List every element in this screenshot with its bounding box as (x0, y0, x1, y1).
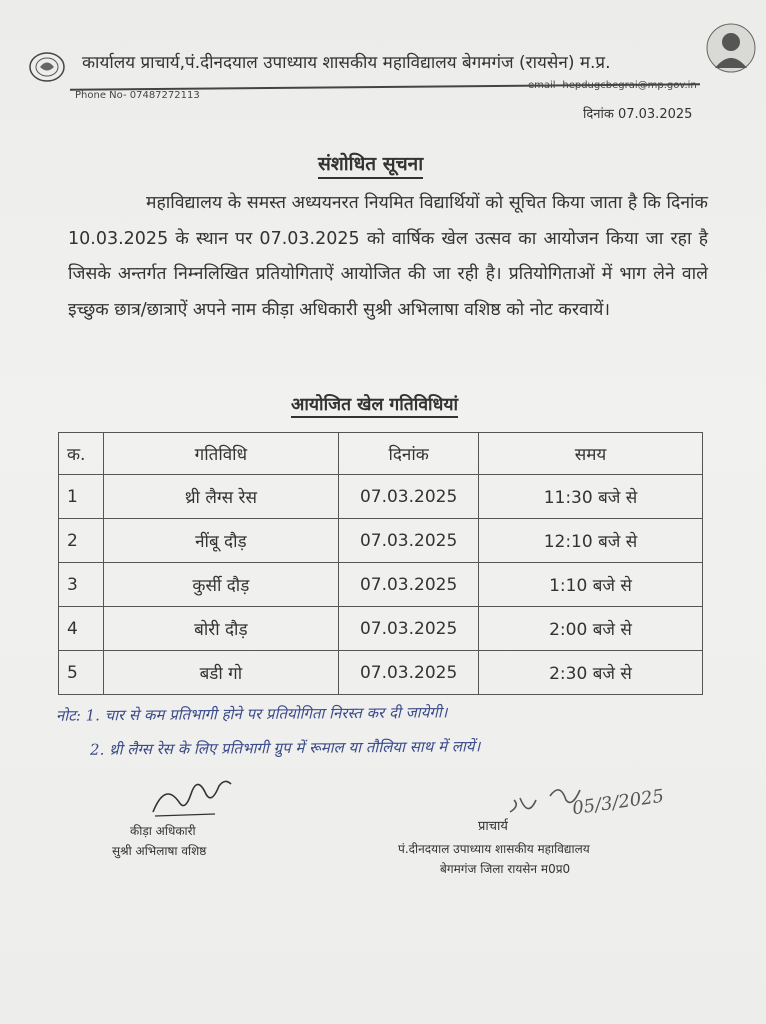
row-serial: 3 (59, 563, 104, 607)
row-activity: नींबू दौड़ (103, 519, 339, 563)
row-date: 07.03.2025 (339, 607, 479, 651)
founder-portrait-icon (705, 22, 757, 74)
notice-body (68, 186, 708, 328)
table-header-row (59, 433, 703, 475)
header-date: दिनांक (339, 433, 479, 475)
row-activity: बोरी दौड़ (103, 607, 339, 651)
handwritten-note-line2: 2. थ्री लैग्स रेस के लिए प्रतिभागी ग्रुप में रूमाल या तौलिया साथ में लायें। (89, 737, 481, 759)
row-time: 2:00 बजे से (479, 607, 703, 651)
header-time: समय (479, 433, 703, 475)
notice-title: संशोधित सूचना (318, 150, 423, 179)
principal-signature-date: 05/3/2025 (570, 785, 666, 820)
row-date: 07.03.2025 (339, 651, 479, 695)
table-row (59, 607, 703, 651)
table-row (59, 475, 703, 519)
college-emblem-icon (28, 50, 66, 84)
header-serial: क. (59, 433, 104, 475)
office-email: email- hepdugcbegrai@mp.gov.in (528, 80, 697, 91)
table-row (59, 651, 703, 695)
college-name-line1: पं.दीनदयाल उपाध्याय शासकीय महाविद्यालय (398, 842, 590, 856)
sports-officer-name: सुश्री अभिलाषा वशिष्ठ (112, 844, 207, 858)
events-section-title: आयोजित खेल गतिविधियां (291, 392, 458, 418)
row-serial: 1 (59, 475, 104, 519)
row-date: 07.03.2025 (339, 563, 479, 607)
office-header-title: कार्यालय प्राचार्य,पं.दीनदयाल उपाध्याय शासकीय महाविद्यालय बेगमगंज (रायसेन) म.प्र. (82, 53, 611, 73)
row-time: 12:10 बजे से (479, 519, 703, 563)
office-phone: Phone No- 07487272113 (75, 90, 200, 101)
row-time: 1:10 बजे से (479, 563, 703, 607)
row-date: 07.03.2025 (339, 519, 479, 563)
row-time: 2:30 बजे से (479, 651, 703, 695)
notice-date: दिनांक 07.03.2025 (583, 107, 693, 122)
handwritten-note-line1: नोट: 1. चार से कम प्रतिभागी होने पर प्रतियोगिता निरस्त कर दी जायेगी। (55, 703, 448, 725)
row-serial: 4 (59, 607, 104, 651)
table-row (59, 519, 703, 563)
notice-paragraph: महाविद्यालय के समस्त अध्ययनरत नियमित विद्यार्थियों को सूचित किया जाता है कि दिनांक 10.03.2025 के स्थान पर 07.03.2025 को वार्षिक खेल उत्सव का आयोजन किया जा रहा है जिसके अन्तर्गत निम्नलिखित प्रतियोगिताऐं आयोजित की जा रही है। प्रतियोगिताओं में भाग लेने वाले इच्छुक छात्र/छात्राऐं अपने नाम कीड़ा अधिकारी सुश्री अभिलाषा वशिष्ठ को नोट करवायें। (68, 193, 708, 320)
college-name-line2: बेगमगंज जिला रायसेन म0प्र0 (440, 862, 571, 876)
row-date: 07.03.2025 (339, 475, 479, 519)
sports-officer-title: कीड़ा अधिकारी (130, 824, 196, 838)
row-serial: 5 (59, 651, 104, 695)
row-time: 11:30 बजे से (479, 475, 703, 519)
header-activity: गतिविधि (103, 433, 339, 475)
sports-officer-signature (145, 772, 235, 820)
principal-title: प्राचार्य (478, 819, 508, 834)
table-row (59, 563, 703, 607)
row-activity: बडी गो (103, 651, 339, 695)
row-serial: 2 (59, 519, 104, 563)
row-activity: थ्री लैग्स रेस (103, 475, 339, 519)
events-table (58, 432, 703, 695)
row-activity: कुर्सी दौड़ (103, 563, 339, 607)
